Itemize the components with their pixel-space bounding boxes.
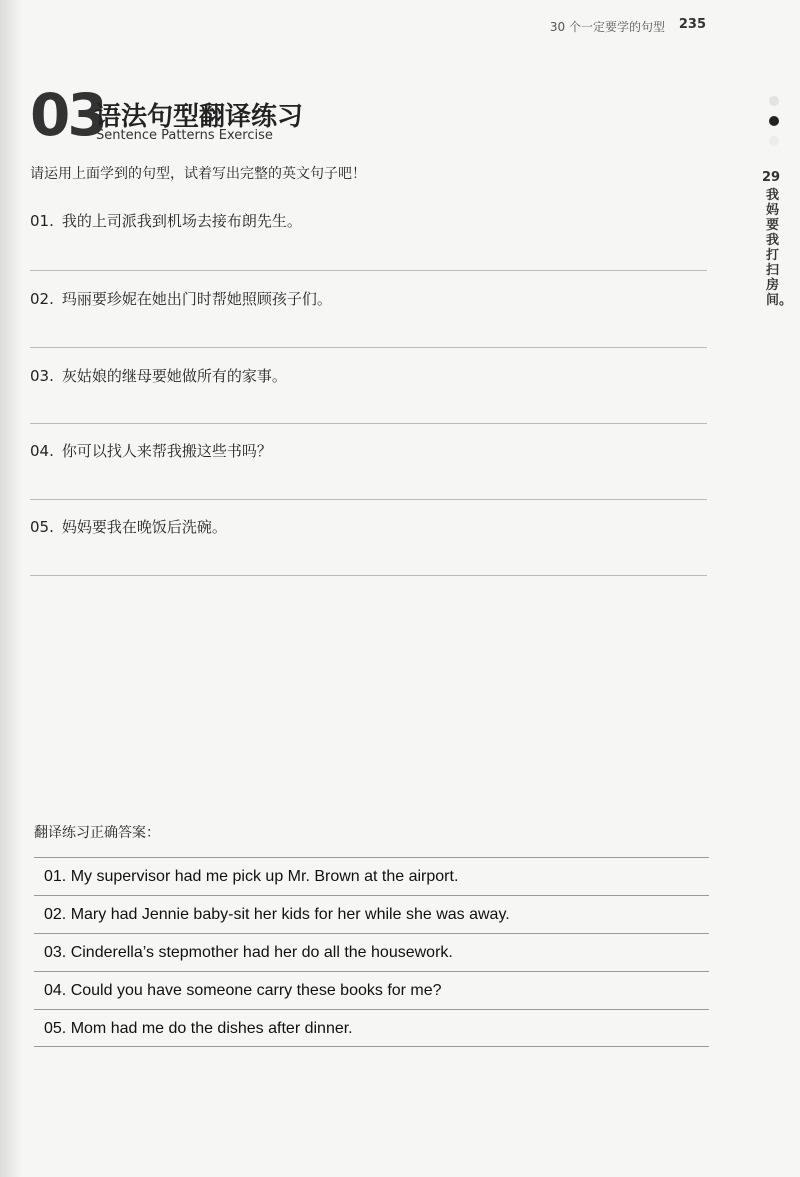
question-number: 03. xyxy=(30,367,54,385)
answer-item: 03. Cinderella’s stepmother had her do all the housework. xyxy=(34,933,709,971)
question-item xyxy=(30,288,332,309)
section-title-english: Sentence Patterns Exercise xyxy=(96,128,273,143)
question-item xyxy=(30,440,272,461)
answer-writing-line xyxy=(30,575,707,576)
answer-writing-line xyxy=(30,270,707,271)
page-number: 235 xyxy=(678,17,706,32)
dot-marker xyxy=(769,136,779,146)
question-text: 灰姑娘的继母要她做所有的家事。 xyxy=(61,367,287,385)
answers-heading: 翻译练习正确答案： xyxy=(34,825,160,841)
answer-writing-line xyxy=(30,499,707,500)
answer-writing-line xyxy=(30,347,707,348)
answer-list xyxy=(34,857,709,1047)
section-number: 03 xyxy=(30,81,105,149)
dot-marker xyxy=(769,96,779,106)
question-item xyxy=(30,516,227,537)
answer-writing-line xyxy=(30,423,707,424)
answer-item: 02. Mary had Jennie baby-sit her kids for her while she was away. xyxy=(34,895,709,933)
page-gutter-shadow xyxy=(0,0,22,1177)
question-number: 02. xyxy=(30,290,54,308)
answer-item: 01. My supervisor had me pick up Mr. Brown at the airport. xyxy=(34,857,709,895)
question-text: 妈妈要我在晚饭后洗碗。 xyxy=(61,518,227,536)
question-item xyxy=(30,365,287,386)
side-chapter-title: 我妈要我打扫房间。 xyxy=(766,188,793,308)
answer-item: 05. Mom had me do the dishes after dinner. xyxy=(34,1009,709,1047)
exercise-instruction: 请运用上面学到的句型，试着写出完整的英文句子吧！ xyxy=(30,166,366,182)
section-title-chinese: 语法句型翻译练习 xyxy=(95,102,304,132)
dot-marker-active xyxy=(769,116,779,126)
progress-dots xyxy=(764,96,784,156)
question-number: 01. xyxy=(30,212,54,230)
question-text: 你可以找人来帮我搬这些书吗？ xyxy=(61,442,272,460)
question-number: 05. xyxy=(30,518,54,536)
running-header: 30 个一定要学的句型 xyxy=(549,20,665,34)
answer-item: 04. Could you have someone carry these books for me? xyxy=(34,971,709,1009)
question-item xyxy=(30,210,302,231)
question-number: 04. xyxy=(30,442,54,460)
side-chapter-number: 29 xyxy=(762,170,781,185)
question-text: 我的上司派我到机场去接布朗先生。 xyxy=(61,212,302,230)
question-text: 玛丽要珍妮在她出门时帮她照顾孩子们。 xyxy=(61,290,332,308)
